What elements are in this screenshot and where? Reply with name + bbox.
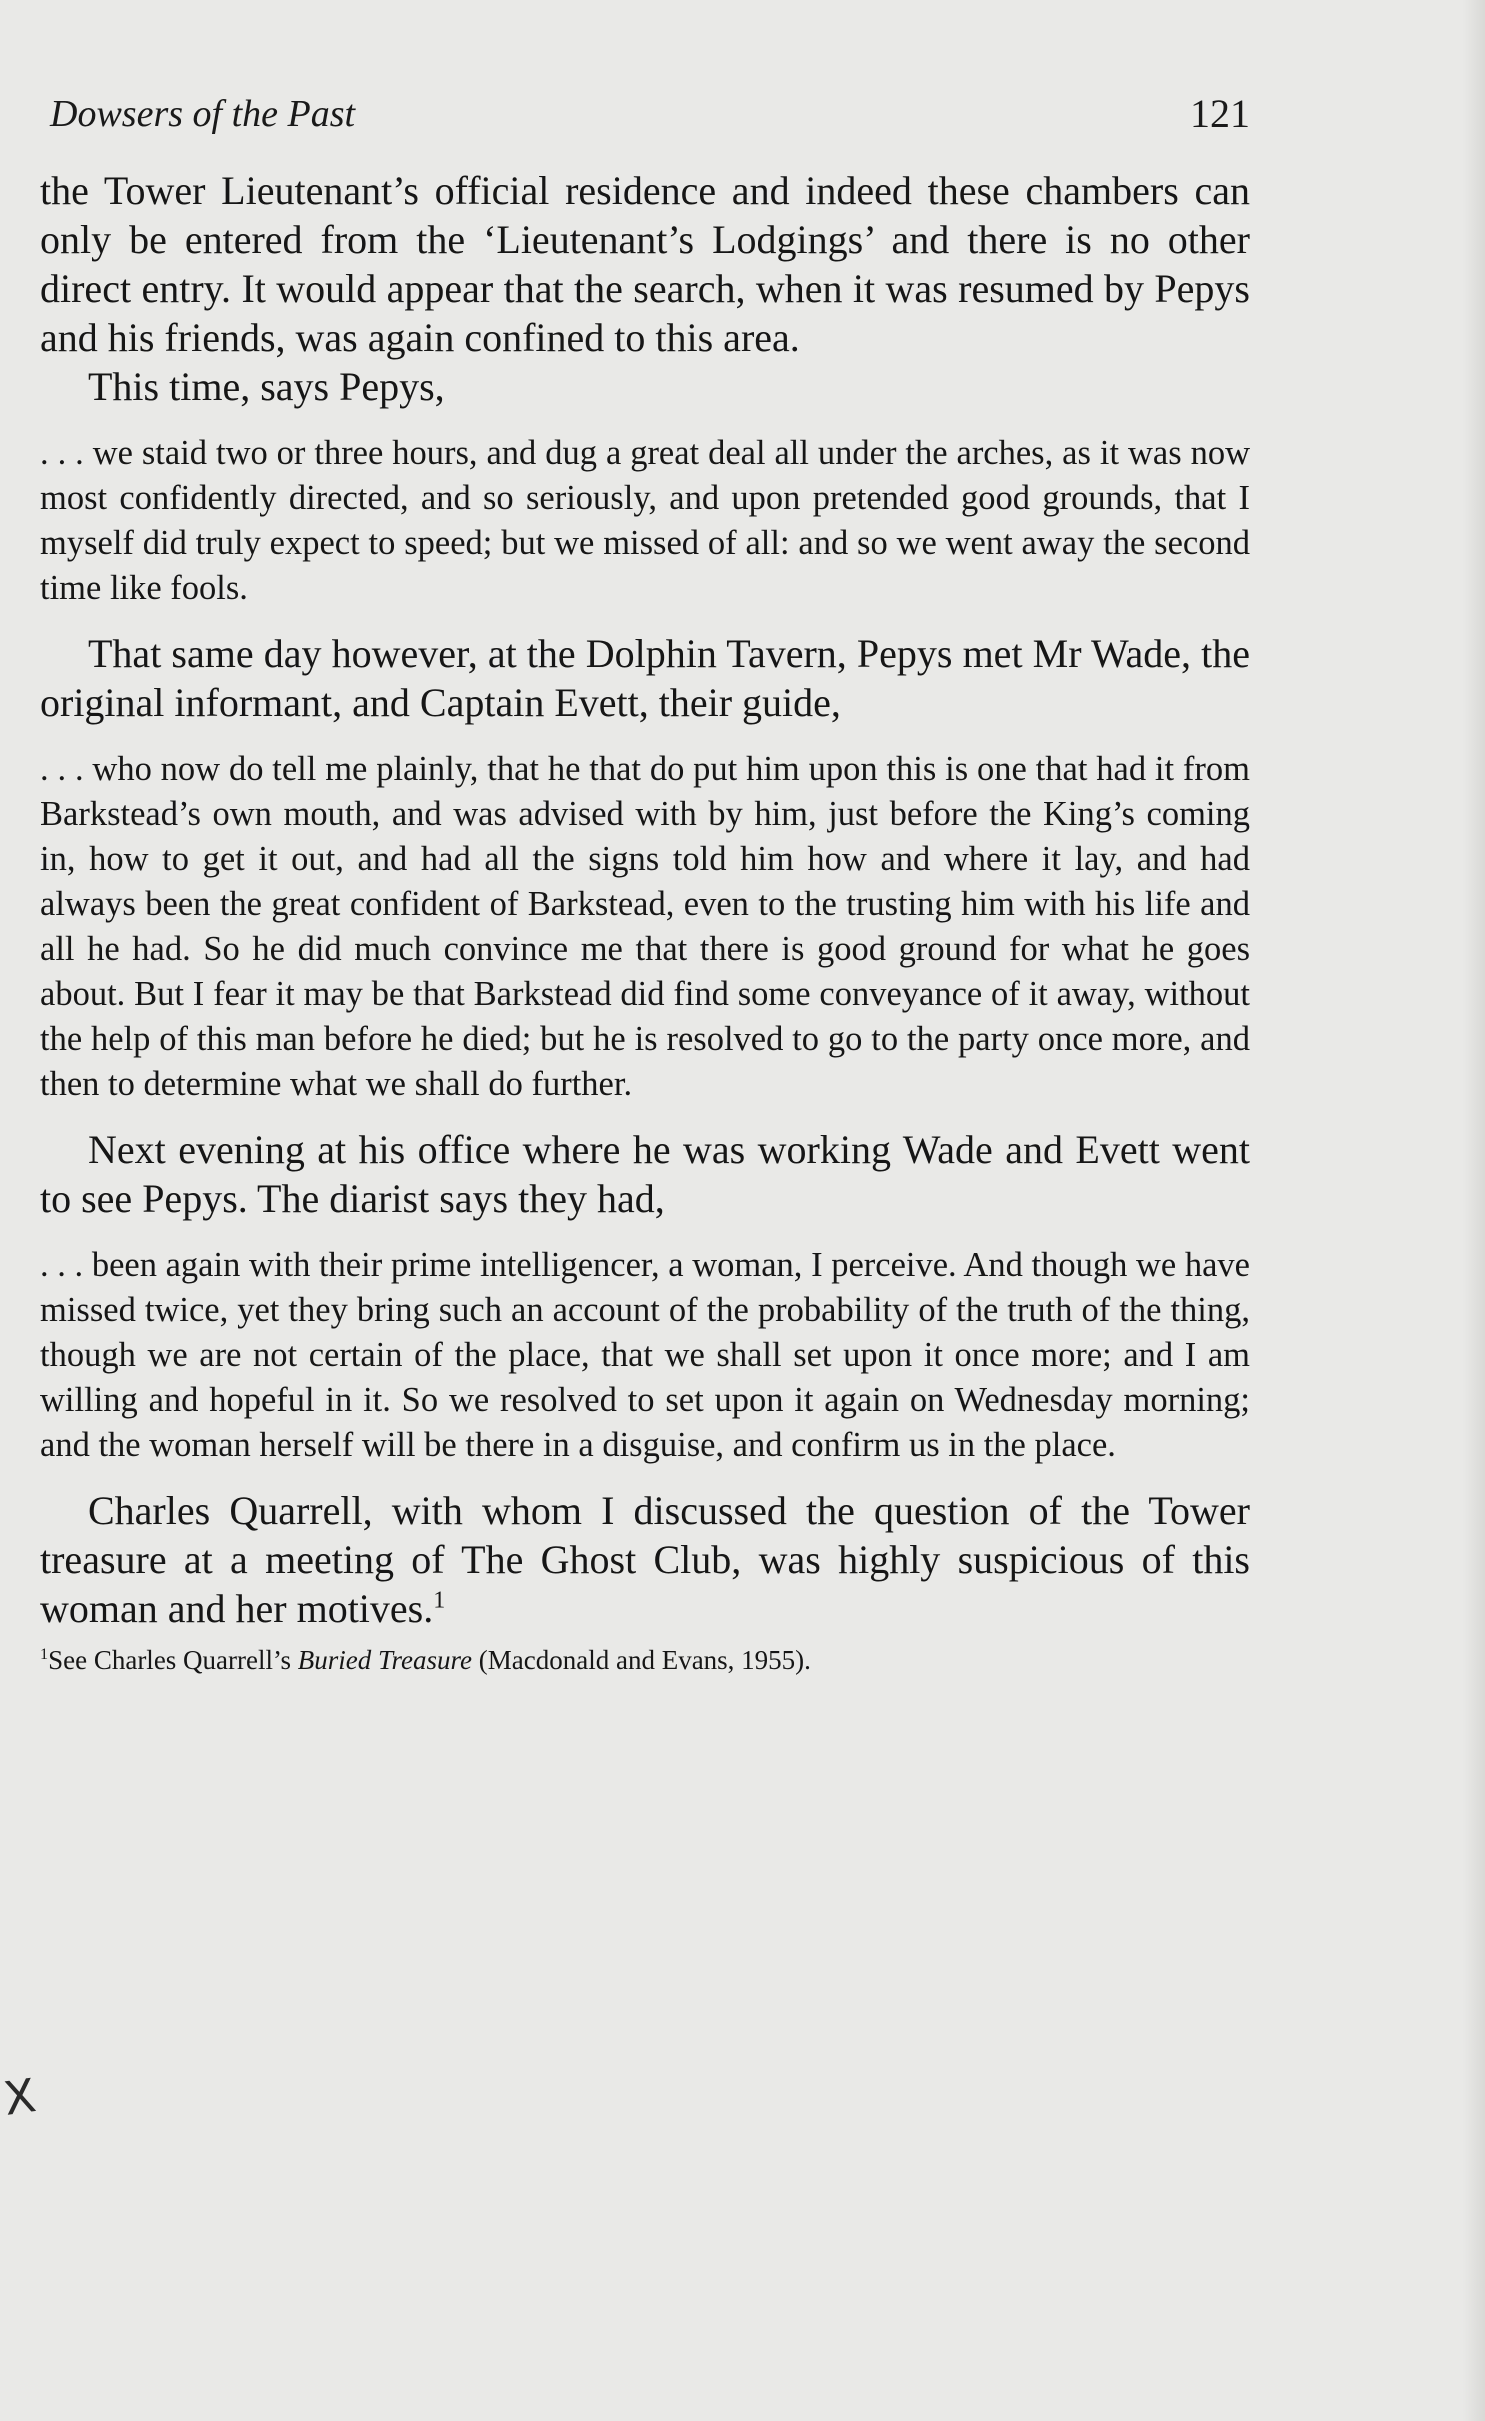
page-edge-shadow <box>1463 0 1485 2421</box>
footnote-book-title: Buried Treasure <box>297 1645 473 1675</box>
block-quote-1: . . . we staid two or three hours, and dug a great deal all under the arches, as it was now most confidently directed, and so seriously, and upon pretended good grounds, that I myself did truly expect to speed; but we missed of all: and so we went away the second time like fools. <box>40 434 1250 607</box>
footnote-prefix: See Charles Quarrell’s <box>48 1645 298 1675</box>
page-number: 121 <box>1190 91 1250 136</box>
paragraph-5-text: Charles Quarrell, with whom I discussed the question of the Tower treasure at a meeting of The Ghost Club, was highly suspicious of this woman and her motives. <box>40 1488 1250 1631</box>
paragraph-2: This time, says Pepys, <box>88 364 445 409</box>
footnote <box>40 1643 1250 1677</box>
paragraph-5 <box>40 1486 1250 1633</box>
handwritten-margin-mark: X <box>0 2068 40 2126</box>
paragraph-1: the Tower Lieutenant’s official residence and indeed these chambers can only be entered from the ‘Lieutenant’s Lodgings’ and there is no other direct entry. It would appear that the search, when it was resumed by Pepys and his friends, was again confined to this area. <box>40 168 1250 360</box>
footnote-reference: 1 <box>433 1587 446 1614</box>
paragraph-4: Next evening at his office where he was working Wade and Evett went to see Pepys. The diarist says they had, <box>40 1127 1250 1221</box>
footnote-suffix: (Macdonald and Evans, 1955). <box>472 1645 811 1675</box>
block-quote-3: . . . been again with their prime intelligencer, a woman, I perceive. And though we have missed twice, yet they bring such an account of the probability of the truth of the thing, though we are not certain of the place, that we shall set upon it once more; and I am willing and hopeful in it. So we resolved to set upon it again on Wednesday morning; and the woman herself will be there in a disguise, and confirm us in the place. <box>40 1246 1250 1464</box>
block-quote-2: . . . who now do tell me plainly, that he that do put him upon this is one that had it from Barkstead’s own mouth, and was advised with by him, just before the King’s coming in, how to get it out, and had all the signs told him how and where it lay, and had always been the great confident of Barkstead, even to the trusting him with his life and all he had. So he did much convince me that there is good ground for what he goes about. But I fear it may be that Barkstead did find some conveyance of it away, without the help of this man before he died; but he is resolved to go to the party once more, and then to determine what we shall do further. <box>40 750 1250 1103</box>
page-body <box>40 166 1250 1677</box>
running-head: Dowsers of the Past <box>50 93 356 135</box>
paragraph-3: That same day however, at the Dolphin Tavern, Pepys met Mr Wade, the original informant, and Captain Evett, their guide, <box>40 631 1250 725</box>
page-header <box>50 84 1250 144</box>
footnote-marker: 1 <box>40 1645 49 1663</box>
